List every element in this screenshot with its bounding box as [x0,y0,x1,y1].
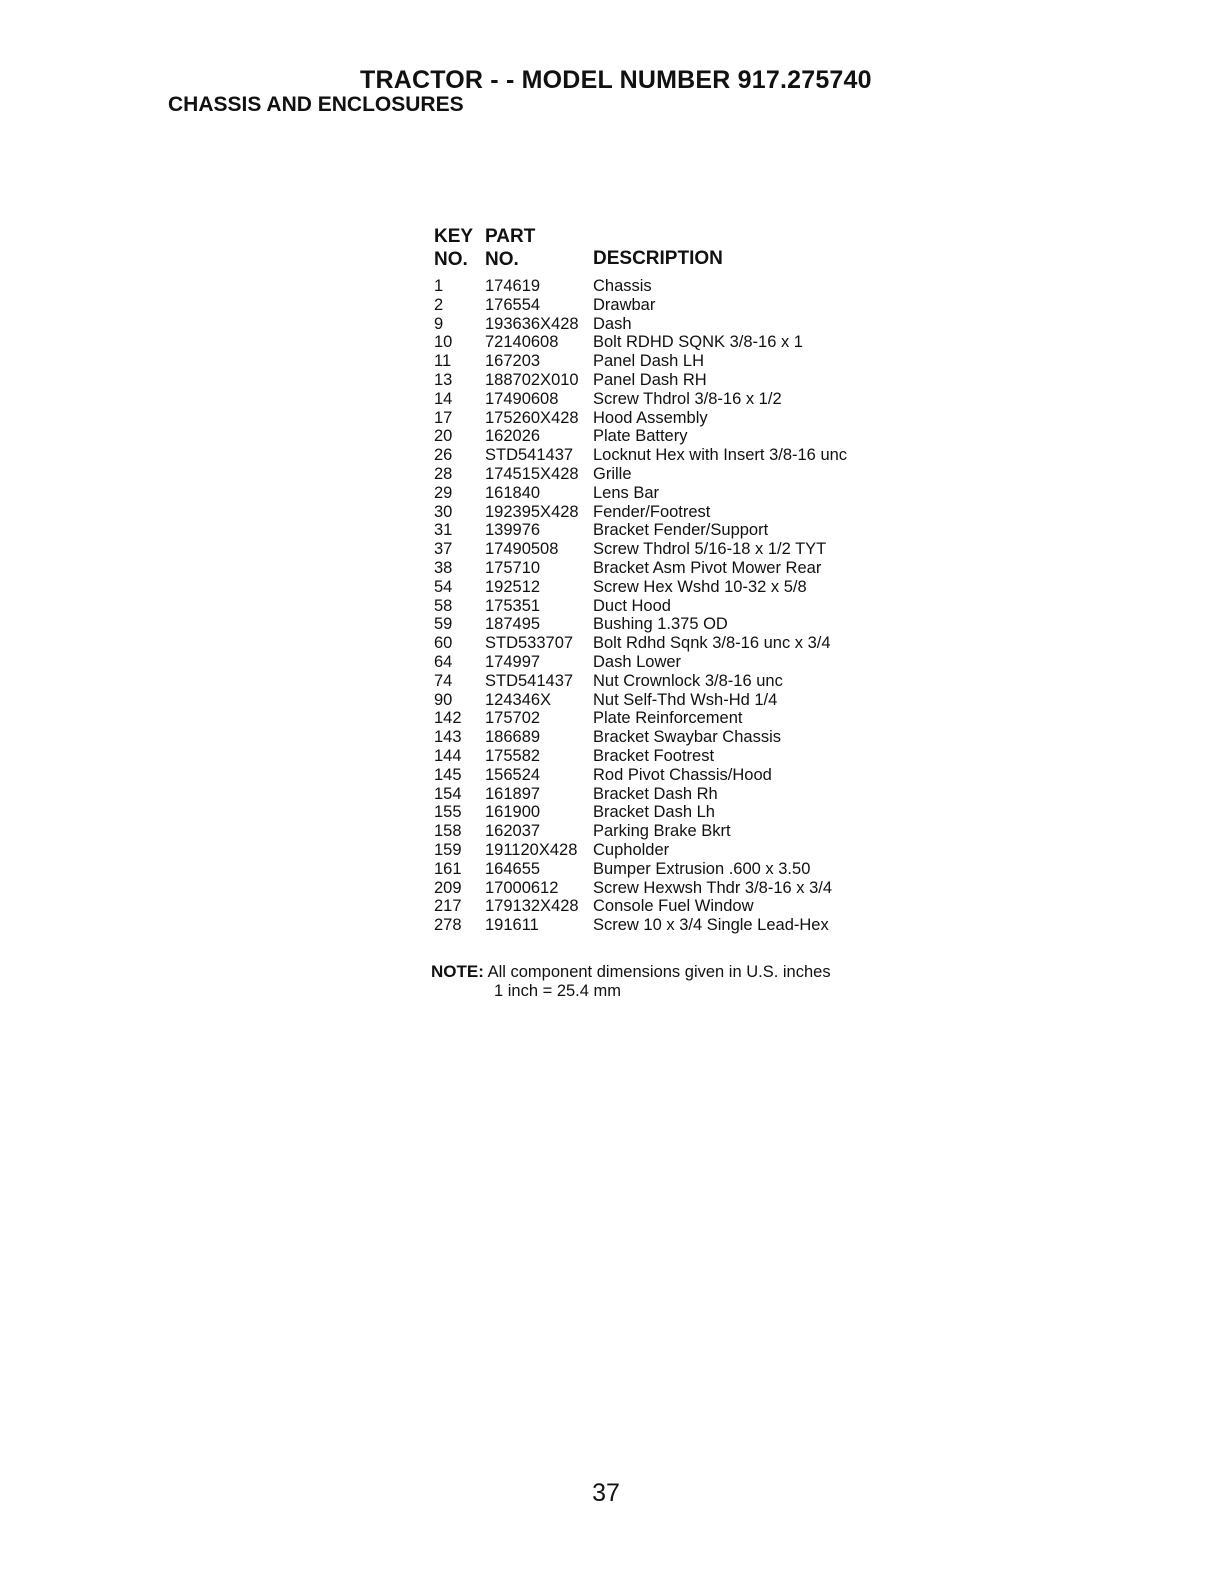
key-no-cell: 26 [434,446,453,465]
description-cell: Rod Pivot Chassis/Hood [593,765,772,784]
part-no-cell: 162037 [485,822,541,841]
part-no-cell: 156524 [485,765,541,784]
description-cell: Plate Battery [593,427,688,446]
description-cell: Dash Lower [593,652,682,671]
part-no-cell: 175351 [485,596,541,615]
key-no-cell: 13 [434,370,453,389]
description-cell: Bracket Asm Pivot Mower Rear [593,558,822,577]
description-cell: Parking Brake Bkrt [593,822,731,841]
key-no-cell: 2 [434,295,444,314]
key-no-cell: 14 [434,389,453,408]
part-no-cell: 192395X428 [485,502,579,521]
part-no-cell: 72140608 [485,333,559,352]
key-no-cell: 158 [434,822,462,841]
part-no-cell: 175260X428 [485,408,579,427]
description-cell: Screw Hex Wshd 10-32 x 5/8 [593,577,807,596]
description-cell: Screw Hexwsh Thdr 3/8-16 x 3/4 [593,878,833,897]
note-label: NOTE: [431,962,484,981]
part-no-cell: STD541437 [485,671,574,690]
part-no-cell: 161840 [485,483,541,502]
key-no-cell: 217 [434,897,462,916]
part-no-cell: STD541437 [485,446,574,465]
part-no-cell: STD533707 [485,634,574,653]
section-title: CHASSIS AND ENCLOSURES [168,93,464,116]
part-no-cell: 176554 [485,295,541,314]
key-no-cell: 11 [434,352,452,371]
part-no-cell: 175710 [485,558,541,577]
key-no-cell: 154 [434,784,462,803]
key-no-header-line1: KEY [434,226,474,247]
description-cell: Duct Hood [593,596,671,615]
description-cell: Bolt Rdhd Sqnk 3/8-16 unc x 3/4 [593,634,831,653]
description-cell: Nut Crownlock 3/8-16 unc [593,671,783,690]
part-no-cell: 174619 [485,277,541,295]
part-no-cell: 191611 [485,916,539,935]
part-no-cell: 161897 [485,784,541,803]
key-no-cell: 155 [434,803,462,822]
key-no-cell: 54 [434,577,453,596]
part-no-cell: 161900 [485,803,541,822]
part-no-cell: 193636X428 [485,314,579,333]
part-no-cell: 167203 [485,352,541,371]
page-number: 37 [592,1479,620,1507]
description-cell: Nut Self-Thd Wsh-Hd 1/4 [593,690,778,709]
part-no-cell: 17000612 [485,878,559,897]
key-no-cell: 28 [434,464,453,483]
part-no-cell: 174515X428 [485,464,579,483]
key-no-cell: 143 [434,728,462,747]
description-cell: Plate Reinforcement [593,709,743,728]
key-no-header-line2: NO. [434,249,468,270]
description-cell: Cupholder [593,840,670,859]
description-cell: Screw 10 x 3/4 Single Lead-Hex [593,916,829,935]
part-no-cell: 188702X010 [485,370,579,389]
part-no-cell: 174997 [485,652,541,671]
key-no-cell: 64 [434,652,453,671]
description-cell: Lens Bar [593,483,660,502]
note-line-2: 1 inch = 25.4 mm [494,982,622,1000]
key-no-cell: 38 [434,558,453,577]
key-no-cell: 58 [434,596,453,615]
page-title: TRACTOR - - MODEL NUMBER 917.275740 [360,66,872,94]
part-no-cell: 175582 [485,746,541,765]
part-no-cell: 192512 [485,577,541,596]
description-cell: Fender/Footrest [593,502,711,521]
key-no-cell: 74 [434,671,453,690]
description-cell: Bracket Dash Lh [593,803,715,822]
key-no-cell: 144 [434,746,462,765]
description-cell: Hood Assembly [593,408,708,427]
description-cell: Locknut Hex with Insert 3/8-16 unc [593,446,848,465]
key-no-cell: 30 [434,502,453,521]
note-line-1: All component dimensions given in U.S. inches [487,963,831,981]
key-no-cell: 60 [434,634,453,653]
part-no-cell: 139976 [485,521,541,540]
part-no-cell: 162026 [485,427,541,446]
key-no-cell: 20 [434,427,453,446]
part-no-cell: 17490508 [485,540,559,559]
description-header: DESCRIPTION [593,248,723,269]
key-no-cell: 159 [434,840,462,859]
description-cell: Panel Dash LH [593,352,704,371]
part-no-header-line1: PART [485,226,536,247]
part-no-cell: 186689 [485,728,541,747]
key-no-cell: 29 [434,483,453,502]
key-no-cell: 278 [434,916,462,935]
description-cell: Screw Thdrol 3/8-16 x 1/2 [593,389,782,408]
part-no-cell: 175702 [485,709,541,728]
part-no-header-line2: NO. [485,249,519,270]
part-no-cell: 124346X [485,690,552,709]
description-cell: Bumper Extrusion .600 x 3.50 [593,859,811,878]
description-cell: Bushing 1.375 OD [593,615,728,634]
part-no-cell: 187495 [485,615,541,634]
description-cell: Bracket Dash Rh [593,784,718,803]
part-no-cell: 17490608 [485,389,559,408]
description-cell: Grille [593,464,632,483]
part-no-cell: 164655 [485,859,541,878]
note [431,962,831,1001]
description-cell: Drawbar [593,295,656,314]
key-no-cell: 161 [434,859,462,878]
description-cell: Console Fuel Window [593,897,754,916]
key-no-cell: 31 [434,521,453,540]
key-no-cell: 10 [434,333,453,352]
description-cell: Bracket Footrest [593,746,715,765]
description-cell: Bracket Swaybar Chassis [593,728,781,747]
key-no-cell: 17 [434,408,453,427]
description-cell: Dash [593,314,632,333]
part-no-cell: 179132X428 [485,897,579,916]
key-no-cell: 90 [434,690,453,709]
part-no-cell: 191120X428 [485,840,578,859]
description-cell: Bolt RDHD SQNK 3/8-16 x 1 [593,333,803,352]
key-no-cell: 142 [434,709,462,728]
description-cell: Chassis [593,277,652,295]
key-no-cell: 145 [434,765,462,784]
key-no-cell: 59 [434,615,453,634]
key-no-cell: 209 [434,878,462,897]
description-cell: Screw Thdrol 5/16-18 x 1/2 TYT [593,540,827,559]
key-no-cell: 1 [434,277,444,295]
key-no-cell: 9 [434,314,444,333]
description-cell: Bracket Fender/Support [593,521,769,540]
key-no-cell: 37 [434,540,453,559]
description-cell: Panel Dash RH [593,370,707,389]
